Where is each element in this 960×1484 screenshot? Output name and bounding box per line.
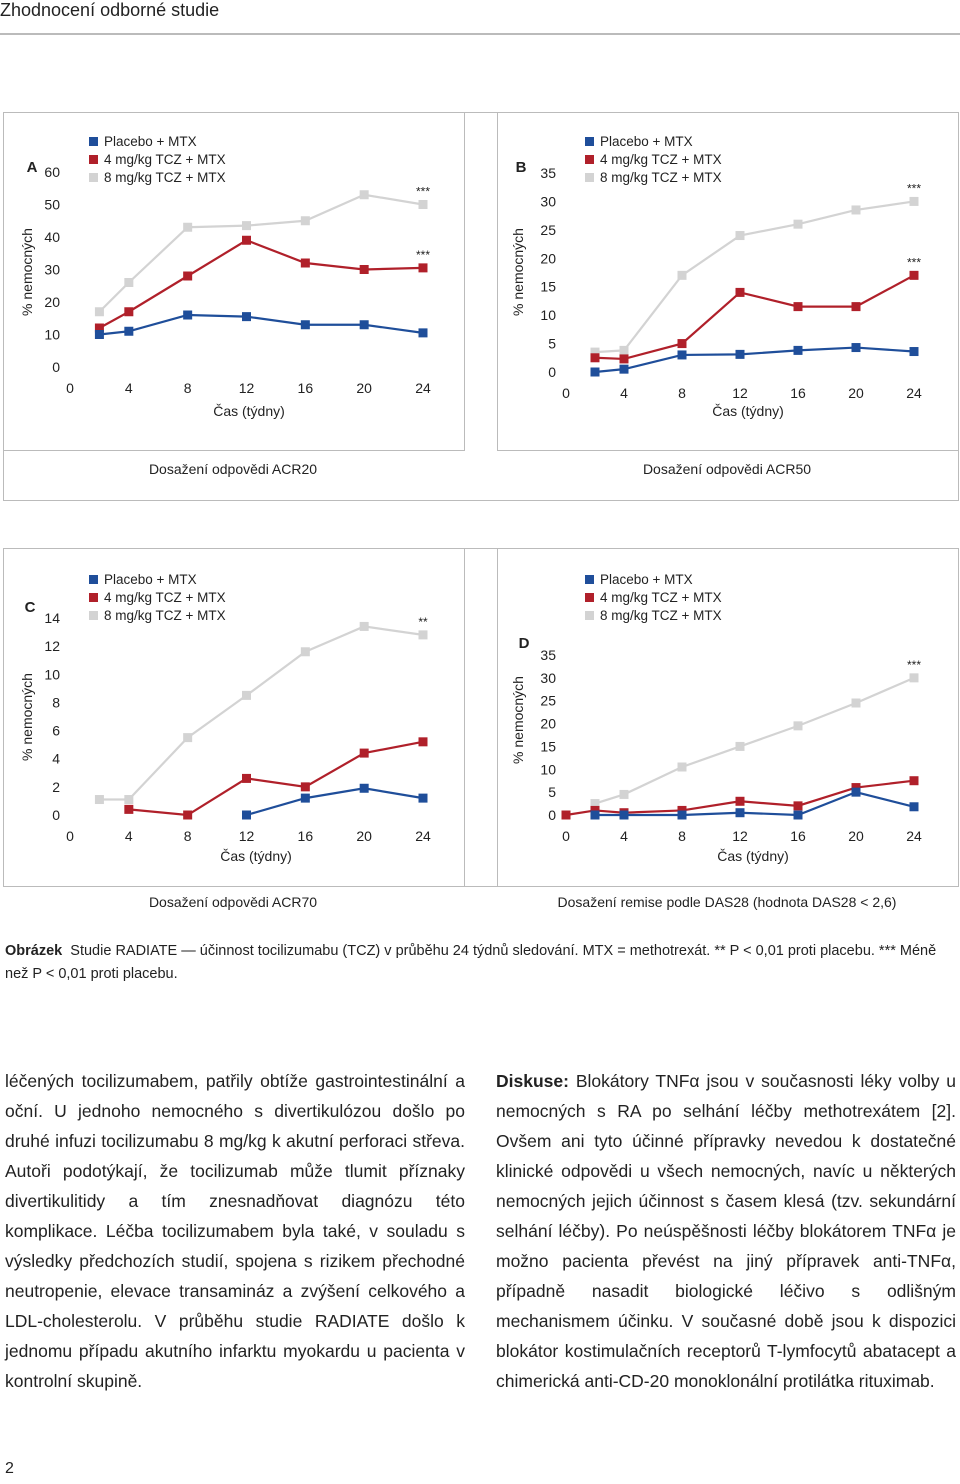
y-tick-label: 20 — [44, 294, 60, 310]
data-point — [242, 774, 251, 783]
y-tick-label: 20 — [540, 250, 556, 267]
x-tick-label: 20 — [356, 828, 372, 844]
data-point — [620, 811, 629, 820]
x-tick-label: 12 — [732, 385, 748, 401]
legend-marker — [89, 575, 98, 584]
legend-marker — [585, 611, 594, 620]
panel-letter: D — [518, 635, 530, 652]
y-tick-label: 15 — [540, 738, 556, 755]
x-tick-label: 20 — [848, 828, 864, 844]
legend-marker — [89, 593, 98, 602]
panel-letter: A — [26, 159, 38, 176]
legend-label: Placebo + MTX — [600, 134, 693, 149]
y-tick-label: 35 — [540, 647, 556, 663]
x-tick-label: 16 — [790, 385, 806, 401]
x-tick-label: 4 — [124, 828, 133, 844]
x-tick-label: 12 — [238, 380, 255, 396]
series-line — [99, 315, 423, 335]
data-point — [183, 733, 192, 742]
data-point — [183, 311, 192, 320]
y-tick-label: 5 — [548, 335, 556, 352]
x-tick-label: 8 — [183, 380, 192, 396]
legend-label: 4 mg/kg TCZ + MTX — [600, 152, 722, 167]
series-line — [247, 788, 424, 815]
x-tick-label: 20 — [848, 385, 864, 401]
data-point — [242, 691, 251, 700]
x-tick-label: 24 — [415, 380, 431, 396]
series-line — [99, 626, 423, 799]
x-tick-label: 16 — [297, 380, 314, 396]
y-tick-label: 35 — [540, 165, 556, 181]
data-point — [360, 622, 369, 631]
y-tick-label: 5 — [548, 784, 556, 801]
legend-label: 8 mg/kg TCZ + MTX — [104, 170, 226, 185]
data-point — [736, 808, 745, 817]
discussion-text: Blokátory TNFα jsou v současnosti léky volby u nemocných s RA po selhání léčby methotrexátem [2]. Ovšem ani tyto účinné přípravky nevedou k dostatečné klinické odpovědi u všech nemocných, navíc u některých nemocných jejich účinnost s časem klesá (tzv. sekundární selhání léčby). Po neúspěšnosti léčby blokátorem TNFα je možno pacienta převést na jiný přípravek anti-TNFα, případně nasadit biologické léčivo s odlišným mechanismem účinku. V současné době jsou k dispozici blokátor kostimulačních receptorů T-lymfocytů abatacept a chimerická anti-CD-20 monoklonální protilátka rituximab. — [496, 1071, 956, 1391]
x-axis-label: Čas (týdny) — [220, 848, 292, 864]
y-tick-label: 4 — [52, 750, 60, 767]
series-line — [595, 348, 914, 372]
data-point — [301, 794, 310, 803]
x-tick-label: 4 — [620, 385, 628, 401]
data-point — [852, 788, 861, 797]
x-tick-label: 8 — [183, 828, 192, 844]
data-point — [678, 339, 687, 348]
legend-marker — [89, 137, 98, 146]
data-point — [794, 721, 803, 730]
y-tick-label: 10 — [44, 666, 60, 683]
data-point — [124, 307, 133, 316]
data-point — [620, 790, 629, 799]
x-tick-label: 0 — [66, 380, 74, 396]
y-tick-label: 25 — [540, 221, 556, 238]
data-point — [910, 271, 919, 280]
y-tick-label: 0 — [52, 807, 60, 823]
y-tick-label: 50 — [44, 196, 60, 213]
y-tick-label: 40 — [44, 229, 60, 245]
y-axis-label: % nemocných — [510, 676, 526, 764]
data-point — [419, 630, 428, 639]
data-point — [910, 673, 919, 682]
x-tick-label: 4 — [124, 380, 133, 396]
x-tick-label: 0 — [562, 828, 570, 844]
page-number: 2 — [5, 1460, 14, 1477]
legend-marker — [89, 173, 98, 182]
panel-d-title: Dosažení remise podle DAS28 (hodnota DAS28 < 2,6) — [557, 894, 897, 910]
y-tick-label: 6 — [52, 722, 60, 739]
x-tick-label: 4 — [620, 828, 628, 844]
running-header: Zhodnocení odborné studie — [0, 0, 220, 20]
data-point — [95, 330, 104, 339]
data-point — [95, 307, 104, 316]
y-axis-label: % nemocných — [19, 673, 35, 761]
data-point — [360, 784, 369, 793]
data-point — [95, 795, 104, 804]
y-tick-label: 25 — [540, 692, 556, 709]
legend-marker — [585, 137, 594, 146]
y-tick-label: 0 — [548, 807, 556, 823]
data-point — [736, 350, 745, 359]
data-point — [794, 811, 803, 820]
panel-letter: C — [24, 599, 36, 616]
legend-marker — [89, 611, 98, 620]
data-point — [591, 811, 600, 820]
y-tick-label: 60 — [44, 164, 60, 180]
x-tick-label: 0 — [562, 385, 570, 401]
data-point — [910, 347, 919, 356]
data-point — [360, 320, 369, 329]
data-point — [620, 365, 629, 374]
legend-marker — [585, 155, 594, 164]
y-tick-label: 8 — [52, 694, 60, 711]
data-point — [242, 236, 251, 245]
y-tick-label: 30 — [44, 261, 60, 278]
y-tick-label: 0 — [52, 359, 60, 375]
series-line — [595, 678, 914, 804]
body-left-column: léčených tocilizumabem, patřily obtíže gastrointestinální a oční. U jednoho nemocného s divertikulózou došlo po druhé infuzi tocilizumabu 8 mg/kg k akutní perforaci střeva. Autoři podotýkají, že tocilizumab může tlumit příznaky divertikulitidy a tím znesnadňovat diagnózu této komplikace. Léčba tocilizumabem byla také, v souladu s výsledky předchozích studií, spojena s rizikem přechodné neutropenie, elevace transamináz a zvýšení celkového a LDL-cholesterolu. V průběhu studie RADIATE došlo k jednomu případu akutního infarktu myokardu u pacienta v kontrolní skupině. — [5, 1071, 465, 1391]
panel-letter: B — [515, 159, 527, 176]
series-line — [595, 275, 914, 359]
legend-label: Placebo + MTX — [600, 572, 693, 587]
y-tick-label: 30 — [540, 193, 556, 210]
data-point — [360, 190, 369, 199]
significance-mark: *** — [415, 184, 431, 199]
data-point — [419, 200, 428, 209]
data-point — [419, 263, 428, 272]
x-tick-label: 16 — [297, 828, 314, 844]
data-point — [183, 272, 192, 281]
legend-label: 4 mg/kg TCZ + MTX — [104, 590, 226, 605]
data-point — [419, 737, 428, 746]
panel-c-title: Dosažení odpovědi ACR70 — [148, 894, 318, 910]
data-point — [124, 795, 133, 804]
data-point — [301, 647, 310, 656]
figure-caption-label: Obrázek — [5, 943, 63, 959]
significance-mark: ** — [418, 614, 428, 629]
data-point — [124, 278, 133, 287]
figure-caption-text: Studie RADIATE — účinnost tocilizumabu (TCZ) v průběhu 24 týdnů sledování. MTX = methotrexát. ** P < 0,01 proti placebu. *** Méně než P < 0,01 proti placebu. — [5, 943, 937, 982]
data-point — [852, 699, 861, 708]
data-point — [242, 312, 251, 321]
data-point — [301, 320, 310, 329]
figure-caption — [5, 940, 955, 986]
data-point — [183, 811, 192, 820]
data-point — [852, 205, 861, 214]
data-point — [678, 763, 687, 772]
data-point — [678, 811, 687, 820]
data-point — [910, 802, 919, 811]
x-tick-label: 0 — [66, 828, 74, 844]
discussion-heading: Diskuse: — [496, 1071, 569, 1091]
x-axis-label: Čas (týdny) — [717, 848, 789, 864]
x-tick-label: 8 — [678, 385, 686, 401]
data-point — [736, 288, 745, 297]
legend-marker — [585, 593, 594, 602]
data-point — [242, 811, 251, 820]
data-point — [419, 328, 428, 337]
significance-mark: *** — [906, 181, 922, 196]
x-tick-label: 24 — [906, 828, 922, 844]
data-point — [620, 354, 629, 363]
data-point — [419, 794, 428, 803]
data-point — [183, 223, 192, 232]
legend-label: 8 mg/kg TCZ + MTX — [600, 170, 722, 185]
y-tick-label: 10 — [44, 326, 60, 343]
data-point — [124, 805, 133, 814]
legend-label: 4 mg/kg TCZ + MTX — [600, 590, 722, 605]
data-point — [301, 782, 310, 791]
x-tick-label: 24 — [415, 828, 431, 844]
data-point — [301, 216, 310, 225]
legend-marker — [585, 575, 594, 584]
data-point — [360, 265, 369, 274]
y-tick-label: 14 — [44, 610, 60, 626]
y-tick-label: 2 — [52, 778, 60, 795]
x-tick-label: 24 — [906, 385, 922, 401]
data-point — [360, 749, 369, 758]
series-line — [595, 201, 914, 352]
data-point — [620, 346, 629, 355]
legend-label: Placebo + MTX — [104, 572, 197, 587]
panel-b-title: Dosažení odpovědi ACR50 — [642, 461, 812, 477]
x-axis-label: Čas (týdny) — [213, 403, 285, 419]
x-tick-label: 12 — [732, 828, 748, 844]
x-tick-label: 20 — [356, 380, 372, 396]
legend-label: 4 mg/kg TCZ + MTX — [104, 152, 226, 167]
y-tick-label: 20 — [540, 715, 556, 732]
y-tick-label: 15 — [540, 278, 556, 295]
x-axis-label: Čas (týdny) — [712, 403, 784, 419]
data-point — [591, 353, 600, 362]
y-tick-label: 12 — [44, 638, 60, 655]
data-point — [301, 259, 310, 268]
y-axis-label: % nemocných — [510, 228, 526, 316]
data-point — [678, 271, 687, 280]
x-tick-label: 8 — [678, 828, 686, 844]
data-point — [678, 350, 687, 359]
panel-a-title: Dosažení odpovědi ACR20 — [148, 461, 318, 477]
series-line — [99, 240, 423, 328]
data-point — [794, 302, 803, 311]
data-point — [736, 742, 745, 751]
data-point — [242, 221, 251, 230]
data-point — [910, 776, 919, 785]
data-point — [591, 368, 600, 377]
y-tick-label: 0 — [548, 364, 556, 380]
body-right-column — [496, 1066, 956, 1396]
data-point — [794, 801, 803, 810]
legend-label: 8 mg/kg TCZ + MTX — [600, 608, 722, 623]
legend-label: 8 mg/kg TCZ + MTX — [104, 608, 226, 623]
significance-mark: *** — [906, 255, 922, 270]
data-point — [736, 231, 745, 240]
y-tick-label: 10 — [540, 307, 556, 324]
legend-marker — [89, 155, 98, 164]
data-point — [736, 797, 745, 806]
series-line — [99, 195, 423, 312]
legend-label: Placebo + MTX — [104, 134, 197, 149]
data-point — [124, 327, 133, 336]
y-axis-label: % nemocných — [19, 228, 35, 316]
data-point — [852, 302, 861, 311]
x-tick-label: 16 — [790, 828, 806, 844]
data-point — [562, 811, 571, 820]
y-tick-label: 10 — [540, 761, 556, 778]
y-tick-label: 30 — [540, 669, 556, 686]
data-point — [910, 197, 919, 206]
legend-marker — [585, 173, 594, 182]
significance-mark: *** — [906, 657, 922, 672]
significance-mark: *** — [415, 247, 431, 262]
data-point — [794, 220, 803, 229]
data-point — [852, 343, 861, 352]
data-point — [794, 346, 803, 355]
x-tick-label: 12 — [238, 828, 255, 844]
